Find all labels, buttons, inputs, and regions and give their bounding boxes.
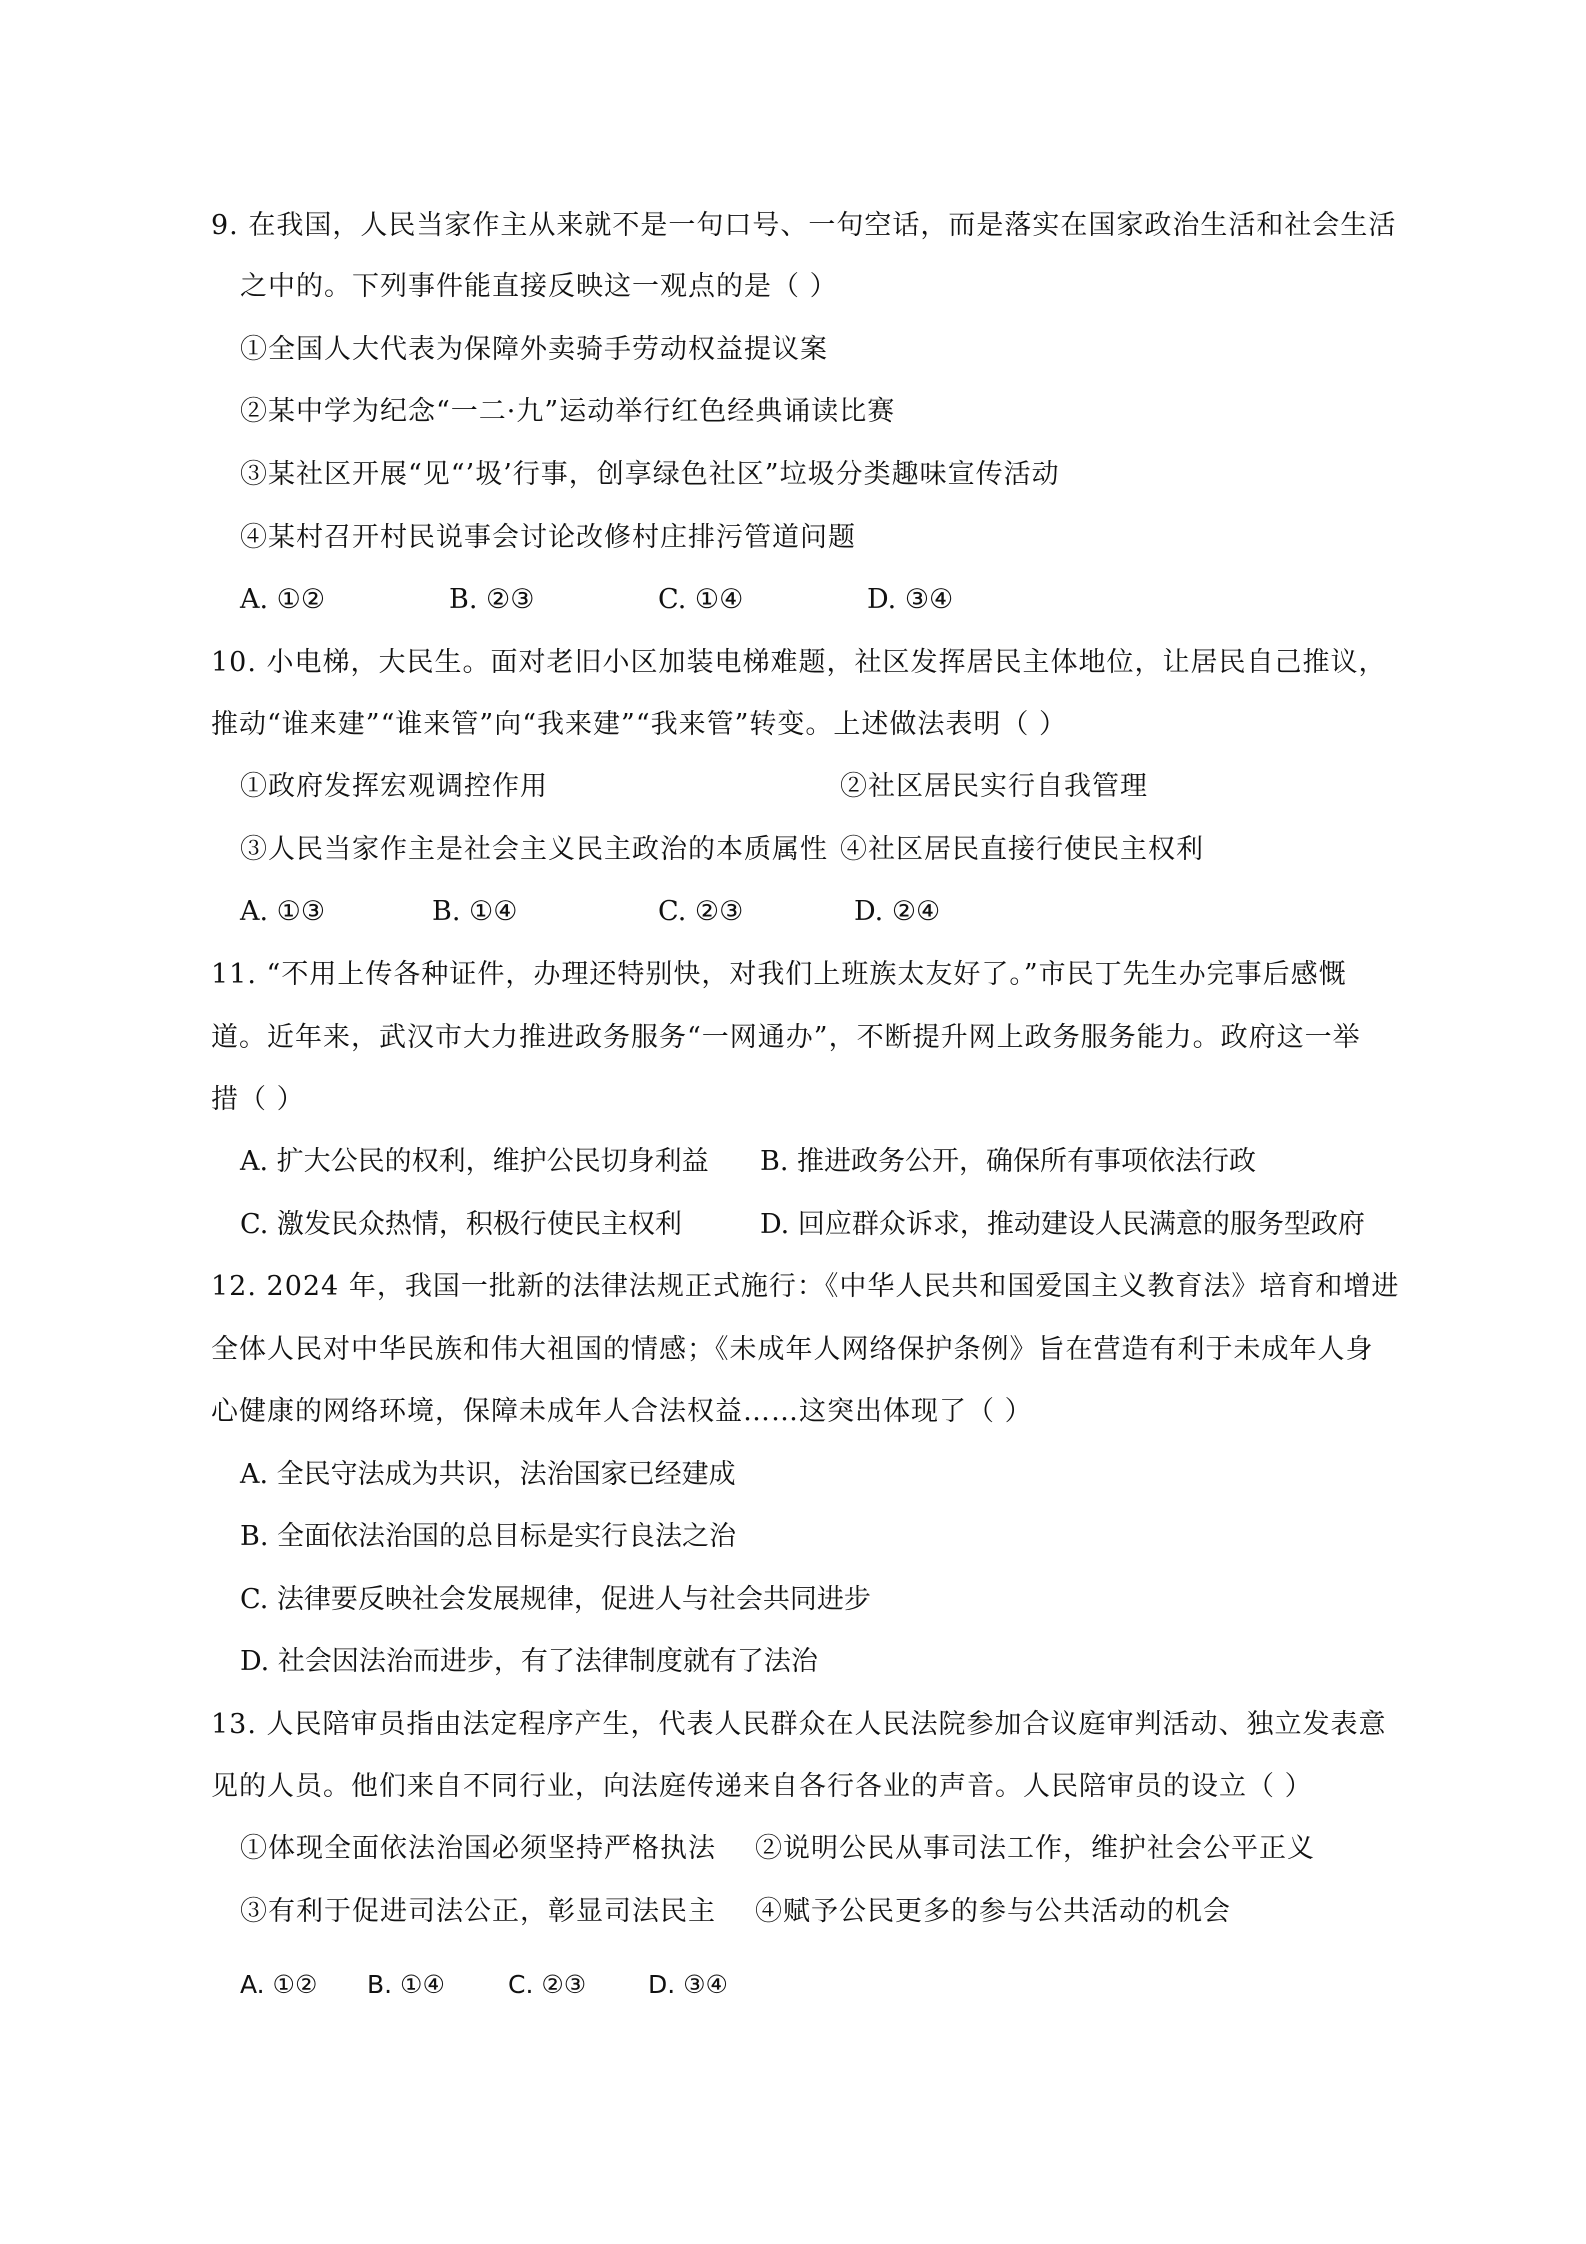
q11-stem-line-2: 道。近年来，武汉市大力推进政务服务“一网通办”，不断提升网上政务服务能力。政府这一举 — [211, 1022, 1361, 1053]
q9-option-d: D. ③④ — [867, 584, 954, 615]
q9-stem-line-2: 之中的。下列事件能直接反映这一观点的是（ ） — [240, 271, 838, 302]
q9-statement-4: ④某村召开村民说事会讨论改修村庄排污管道问题 — [240, 522, 856, 553]
q12-stem-line-3: 心健康的网络环境，保障未成年人合法权益……这突出体现了（ ） — [211, 1396, 1033, 1427]
q13-statement-3: ③有利于促进司法公正，彰显司法民主 — [240, 1896, 716, 1927]
q9-option-c: C. ①④ — [658, 584, 744, 615]
q12-stem-line-2: 全体人民对中华民族和伟大祖国的情感；《未成年人网络保护条例》旨在营造有利于未成年人身 — [211, 1334, 1374, 1365]
q9-statement-2: ②某中学为纪念“一二·九”运动举行红色经典诵读比赛 — [240, 396, 896, 427]
q10-statement-3: ③人民当家作主是社会主义民主政治的本质属性 — [240, 834, 828, 865]
q13-option-c: C. ②③ — [508, 1970, 587, 1999]
q10-statement-2: ②社区居民实行自我管理 — [840, 771, 1148, 802]
q12-stem-line-1: 12. 2024 年，我国一批新的法律法规正式施行：《中华人民共和国爱国主义教育法》培育和增进 — [211, 1271, 1400, 1302]
q13-option-a: A. ①② — [240, 1970, 318, 1999]
q13-option-b: B. ①④ — [367, 1970, 445, 1999]
q9-option-a: A. ①② — [240, 584, 326, 615]
q13-statement-4: ④赋予公民更多的参与公共活动的机会 — [755, 1896, 1231, 1927]
q10-statement-4: ④社区居民直接行使民主权利 — [840, 834, 1204, 865]
q12-option-d: D. 社会因法治而进步，有了法律制度就有了法治 — [240, 1646, 818, 1677]
q9-option-b: B. ②③ — [449, 584, 535, 615]
q11-option-b: B. 推进政务公开，确保所有事项依法行政 — [760, 1146, 1257, 1177]
q10-option-a: A. ①③ — [240, 896, 326, 927]
q13-stem-line-1: 13. 人民陪审员指由法定程序产生，代表人民群众在人民法院参加合议庭审判活动、独立发表意 — [211, 1709, 1387, 1740]
q10-option-d: D. ②④ — [854, 896, 941, 927]
q9-statement-3: ③某社区开展“见“’圾’行事，创享绿色社区”垃圾分类趣味宣传活动 — [240, 459, 1060, 490]
q10-stem-line-1: 10. 小电梯，大民生。面对老旧小区加装电梯难题，社区发挥居民主体地位，让居民自己推议， — [211, 647, 1387, 678]
q11-option-c: C. 激发民众热情，积极行使民主权利 — [240, 1209, 682, 1240]
q10-stem-line-2: 推动“谁来建”“谁来管”向“我来建”“我来管”转变。上述做法表明（ ） — [211, 709, 1068, 740]
q10-statement-1: ①政府发挥宏观调控作用 — [240, 771, 548, 802]
q13-option-d: D. ③④ — [648, 1970, 728, 1999]
q11-stem-line-3: 措（ ） — [211, 1084, 305, 1115]
q13-statement-1: ①体现全面依法治国必须坚持严格执法 — [240, 1833, 716, 1864]
q12-option-b: B. 全面依法治国的总目标是实行良法之治 — [240, 1521, 737, 1552]
q9-statement-1: ①全国人大代表为保障外卖骑手劳动权益提议案 — [240, 334, 828, 365]
q11-option-a: A. 扩大公民的权利，维护公民切身利益 — [240, 1146, 709, 1177]
q12-option-c: C. 法律要反映社会发展规律，促进人与社会共同进步 — [240, 1584, 871, 1615]
q13-stem-line-2: 见的人员。他们来自不同行业，向法庭传递来自各行各业的声音。人民陪审员的设立（ ） — [211, 1771, 1313, 1802]
q11-stem-line-1: 11. “不用上传各种证件，办理还特别快，对我们上班族太友好了。”市民丁先生办完事后感慨 — [211, 959, 1347, 990]
q11-option-d: D. 回应群众诉求，推动建设人民满意的服务型政府 — [760, 1209, 1365, 1240]
q13-statement-2: ②说明公民从事司法工作，维护社会公平正义 — [755, 1833, 1315, 1864]
q12-option-a: A. 全民守法成为共识，法治国家已经建成 — [240, 1459, 736, 1490]
q10-option-b: B. ①④ — [432, 896, 518, 927]
q9-stem-line-1: 9. 在我国，人民当家作主从来就不是一句口号、一句空话，而是落实在国家政治生活和社会生活 — [211, 210, 1397, 241]
q10-option-c: C. ②③ — [658, 896, 744, 927]
